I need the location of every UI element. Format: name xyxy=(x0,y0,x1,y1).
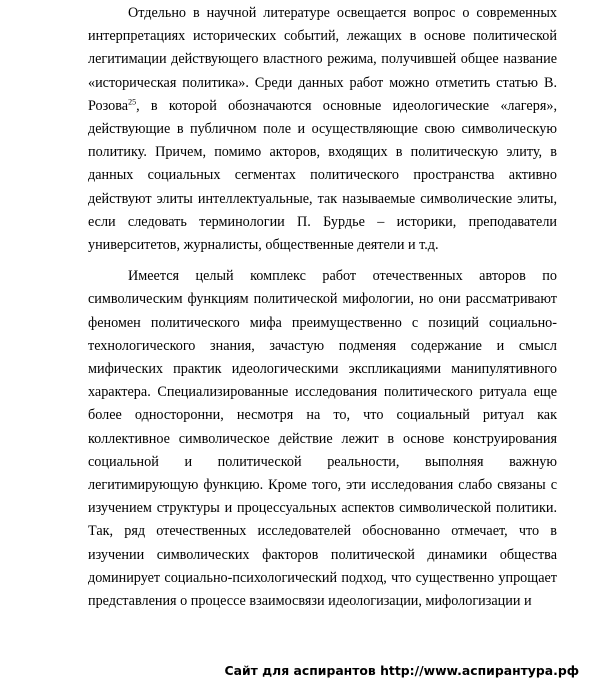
site-footer-watermark: Сайт для аспирантов http://www.аспирантура.рф xyxy=(224,663,579,678)
footnote-reference: 25 xyxy=(128,97,137,107)
paragraph-1-text-after-footnote: , в которой обозначаются основные идеологические «лагеря», действующие в публичном поле и осуществляющие свою символическую политику. Причем, помимо акторов, входящих в политическую элиту, в данных социальных сегментах политического пространства активно действуют элиты интеллектуальные, так называемые символические элиты, если следовать терминологии П. Бурдье – историки, преподаватели университетов, журналисты, общественные деятели и т.д. xyxy=(88,97,557,254)
paragraph-1-text-before-footnote: Отдельно в научной литературе освещается вопрос о современных интерпретациях исторических событий, лежащих в основе политической легитимации действующего властного режима, получившей общее название «историческая политика». Среди данных работ можно отметить статью В. Розова xyxy=(88,5,557,114)
document-body xyxy=(88,2,557,613)
paragraph-2: Имеется целый комплекс работ отечественных авторов по символическим функциям политической мифологии, но они рассматривают феномен политического мифа преимущественно с позиций социально-технологического знания, зачастую подменяя содержание и смысл мифических практик идеологическими экспликациями манипулятивного характера. Специализированные исследования политического ритуала еще более односторонни, несмотря на то, что социальный ритуал как коллективное символическое действие лежит в основе конструирования социальной и политической реальности, выполняя важную легитимирующую функцию. Кроме того, эти исследования слабо связаны с изучением структуры и процессуальных аспектов символической политики. Так, ряд отечественных исследователей обоснованно отмечает, что в изучении символических факторов политической динамики общества доминирует социально-психологический подход, что существенно упрощает представления о процессе взаимосвязи идеологизации, мифологизации и xyxy=(88,268,557,610)
paragraph-1 xyxy=(88,2,557,257)
